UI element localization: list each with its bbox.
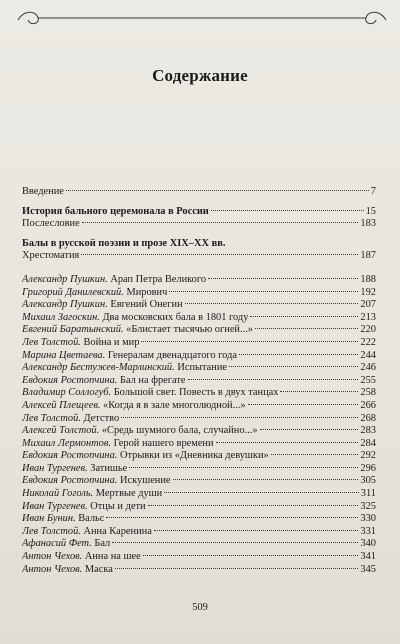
leader-dots	[121, 417, 358, 418]
toc-entry-work[interactable]	[22, 387, 376, 400]
toc-entry-label	[22, 387, 278, 400]
leader-dots	[112, 542, 358, 543]
work-author: Иван Тургенев.	[22, 500, 88, 512]
toc-entry-page: 222	[360, 336, 376, 348]
work-author: Михаил Загоскин.	[22, 311, 100, 323]
toc-entry-page: 15	[365, 205, 376, 217]
work-title: «Средь шумного бала, случайно...»	[101, 425, 258, 437]
toc-entry-page: 330	[360, 513, 376, 525]
toc-entry-work[interactable]	[22, 526, 376, 539]
work-title: Мирович	[126, 286, 168, 298]
toc-entry-page: 340	[360, 538, 376, 550]
work-author: Григорий Данилевский.	[22, 286, 124, 298]
leader-dots	[271, 454, 359, 455]
work-title: Война и мир	[83, 336, 140, 348]
toc-entry-label	[22, 425, 258, 438]
toc-entry-history[interactable]	[22, 206, 376, 219]
toc-entry-page: 220	[360, 324, 376, 336]
leader-dots	[154, 530, 359, 531]
work-author: Евдокия Ростопчина.	[22, 450, 118, 462]
leader-dots	[173, 479, 359, 480]
toc-entry-work[interactable]	[22, 425, 376, 438]
toc-entry-page: 292	[360, 450, 376, 462]
toc-entry-label	[22, 287, 167, 300]
toc-entry-work[interactable]	[22, 488, 376, 501]
toc-entry-page: 311	[360, 488, 376, 500]
toc-entry-label: Введение	[22, 186, 64, 197]
leader-dots	[188, 379, 359, 380]
leader-dots	[143, 555, 359, 556]
leader-dots	[250, 316, 358, 317]
toc-entry-page: 283	[360, 425, 376, 437]
toc-entry-label	[22, 475, 171, 488]
page-number: 509	[192, 602, 208, 613]
work-author: Алексей Толстой.	[22, 425, 100, 437]
toc-entry-work[interactable]	[22, 287, 376, 300]
work-author: Александр Пушкин.	[22, 273, 108, 285]
toc-entry-label	[22, 463, 127, 476]
work-title: Испытание	[177, 362, 228, 374]
toc-entry-work[interactable]	[22, 312, 376, 325]
toc-entry-page: 207	[360, 299, 376, 311]
toc-entry-label	[22, 312, 248, 325]
leader-dots	[248, 404, 359, 405]
leader-dots	[216, 442, 359, 443]
header-ornament	[14, 6, 390, 28]
work-author: Лев Толстой.	[22, 412, 81, 424]
leader-dots	[164, 492, 359, 493]
toc-entry-label	[22, 450, 269, 463]
work-title: Бал на фрегате	[119, 374, 186, 386]
toc-entry-page: 305	[360, 475, 376, 487]
leader-dots	[169, 291, 358, 292]
toc-entry-work[interactable]	[22, 337, 376, 350]
toc-entry-page: 255	[360, 374, 376, 386]
work-title: Большой свет. Повесть в двух танцах	[113, 387, 279, 399]
work-title: Герой нашего времени	[113, 437, 214, 449]
toc-entry-page: 266	[360, 399, 376, 411]
leader-dots	[260, 429, 359, 430]
toc-entry-page: 258	[360, 387, 376, 399]
toc-entry-label	[22, 324, 253, 337]
work-author: Евдокия Ростопчина.	[22, 475, 118, 487]
toc-entry-label	[22, 488, 162, 501]
work-author: Антон Чехов.	[22, 551, 83, 563]
leader-dots	[185, 303, 359, 304]
work-title: Анна Каренина	[83, 525, 152, 537]
toc-entry-label: История бального церемонала в России	[22, 205, 209, 217]
leader-dots	[280, 391, 358, 392]
work-title: Евгений Онегин	[110, 299, 183, 311]
leader-dots	[82, 222, 359, 223]
toc-entry-label	[22, 337, 139, 350]
toc-entry-work[interactable]	[22, 513, 376, 526]
toc-entry-page: 7	[370, 186, 376, 197]
toc-entry-page: 188	[360, 273, 376, 285]
toc-entry-page: 244	[360, 349, 376, 361]
toc-entry-work[interactable]	[22, 324, 376, 337]
toc-entry-page: 268	[360, 412, 376, 424]
toc-entry-label	[22, 438, 214, 451]
work-author: Афанасий Фет.	[22, 538, 92, 550]
toc-entry-work[interactable]	[22, 375, 376, 388]
work-author: Александр Пушкин.	[22, 299, 108, 311]
work-author: Николай Гоголь.	[22, 488, 94, 500]
work-author: Марина Цветаева.	[22, 349, 106, 361]
work-author: Евгений Баратынский.	[22, 324, 124, 336]
work-title: Маска	[84, 563, 113, 575]
work-author: Иван Бунин.	[22, 513, 76, 525]
work-author: Антон Чехов.	[22, 563, 83, 575]
toc-entry-page: 341	[360, 551, 376, 563]
toc-entry-work[interactable]	[22, 450, 376, 463]
work-title: Детство	[83, 412, 120, 424]
toc-entry-page: 345	[360, 563, 376, 575]
work-title: «Когда я в зале многолюдной...»	[103, 399, 246, 411]
toc-entry-page: 325	[360, 500, 376, 512]
toc-entry-work[interactable]	[22, 564, 376, 577]
toc-entry-page: 246	[360, 362, 376, 374]
leader-dots	[239, 354, 358, 355]
toc-entry-work[interactable]	[22, 274, 376, 287]
leader-dots	[66, 190, 369, 191]
toc-entry-work[interactable]	[22, 475, 376, 488]
toc-entry-page: 284	[360, 437, 376, 449]
toc-entry-page: 296	[360, 462, 376, 474]
toc-entry-page: 213	[360, 311, 376, 323]
toc-entry-label	[22, 350, 237, 363]
toc-entry-work[interactable]	[22, 299, 376, 312]
section-heading: Балы в русской поэзии и прозе XIX–XX вв.	[22, 237, 226, 249]
toc-entry-anthology[interactable]	[22, 250, 376, 263]
leader-dots	[129, 467, 358, 468]
toc-entry-label	[22, 413, 119, 426]
toc-entry-label: Послесловие	[22, 218, 80, 230]
work-title: Вальс	[78, 513, 105, 525]
toc-entry-label	[22, 513, 104, 526]
leader-dots	[255, 328, 358, 329]
toc-entry-work[interactable]	[22, 350, 376, 363]
work-title: Отцы и дети	[90, 500, 146, 512]
leader-dots	[211, 210, 364, 211]
toc-entry-label	[22, 564, 113, 577]
toc-entry-label	[22, 501, 146, 514]
toc-entry-work[interactable]	[22, 438, 376, 451]
toc-entry-page: 192	[360, 286, 376, 298]
toc-entry-label	[22, 538, 110, 551]
toc-entry-work[interactable]	[22, 400, 376, 413]
toc-entry-work[interactable]	[22, 501, 376, 514]
toc-entry-work[interactable]	[22, 362, 376, 375]
work-title: Анна на шее	[84, 551, 141, 563]
toc-entry-page: 183	[360, 218, 376, 230]
work-author: Евдокия Ростопчина.	[22, 374, 118, 386]
leader-dots	[229, 366, 358, 367]
work-author: Владимир Соллогуб.	[22, 387, 112, 399]
toc-entry-work[interactable]	[22, 538, 376, 551]
leader-dots	[115, 568, 359, 569]
work-title: Арап Петра Великого	[110, 273, 207, 285]
leader-dots	[148, 505, 359, 506]
work-author: Иван Тургенев.	[22, 462, 88, 474]
toc-entry-label: Хрестоматия	[22, 250, 80, 262]
leader-dots	[208, 278, 358, 279]
work-author: Лев Толстой.	[22, 525, 81, 537]
toc-entry-page: 331	[360, 525, 376, 537]
work-title: «Блистает тысячью огней...»	[126, 324, 253, 336]
works-list	[22, 274, 376, 576]
toc-entry-label	[22, 400, 246, 413]
toc-entry-label	[22, 362, 227, 375]
toc-entry-label	[22, 551, 141, 564]
work-title: Бал	[94, 538, 111, 550]
work-title: Мертвые души	[95, 488, 163, 500]
work-author: Александр Бестужев-Марлинский.	[22, 362, 175, 374]
toc-entry-label	[22, 375, 186, 388]
toc-entry-introduction[interactable]	[22, 186, 376, 199]
leader-dots	[141, 341, 358, 342]
toc-entry-work[interactable]	[22, 413, 376, 426]
toc-entry-label	[22, 274, 206, 287]
work-title: Затишье	[90, 462, 128, 474]
table-of-contents	[22, 186, 376, 576]
work-title: Генералам двенадцатого года	[107, 349, 237, 361]
toc-entry-label	[22, 299, 183, 312]
work-author: Лев Толстой.	[22, 336, 81, 348]
leader-dots	[106, 517, 358, 518]
work-author: Алексей Плещеев.	[22, 399, 101, 411]
toc-entry-work[interactable]	[22, 463, 376, 476]
work-author: Михаил Лермонтов.	[22, 437, 111, 449]
leader-dots	[81, 254, 358, 255]
work-title: Искушение	[119, 475, 171, 487]
work-title: Два московских бала в 1801 году	[102, 311, 249, 323]
toc-entry-afterword[interactable]	[22, 218, 376, 231]
toc-entry-page: 187	[360, 250, 376, 262]
toc-entry-label	[22, 526, 152, 539]
toc-entry-work[interactable]	[22, 551, 376, 564]
work-title: Отрывки из «Дневника девушки»	[119, 450, 269, 462]
page-title: Содержание	[152, 66, 248, 85]
